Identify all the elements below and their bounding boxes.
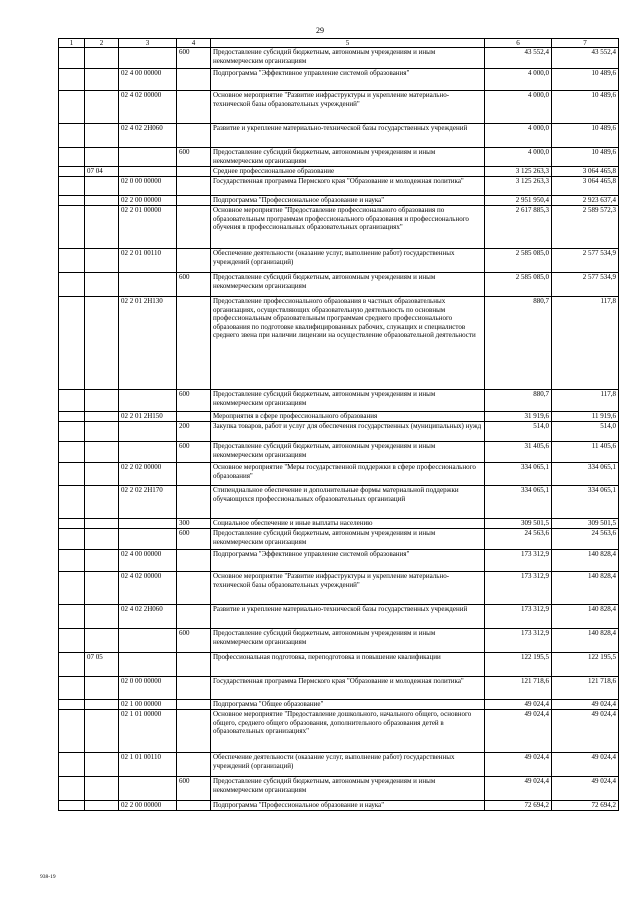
header-cell: 3 <box>119 39 177 48</box>
subsection-code-cell <box>85 753 119 777</box>
amount-year2-cell: 117,8 <box>552 390 619 412</box>
description-cell: Основное мероприятие "Развитие инфраструктуры и укрепление материально-технической базы образовательных учреждений" <box>211 572 485 605</box>
subsection-code-cell <box>85 273 119 297</box>
section-code-cell <box>59 605 85 629</box>
amount-year2-cell: 49 024,4 <box>552 710 619 753</box>
target-item-code-cell <box>119 390 177 412</box>
amount-year1-cell: 24 563,6 <box>485 529 552 550</box>
amount-year1-cell: 4 000,0 <box>485 124 552 148</box>
description-cell: Основное мероприятие "Предоставление дошкольного, начального общего, основного общего, среднего общего образования, дополнительного образования детей в образовательных организациях" <box>211 710 485 753</box>
subsection-code-cell <box>85 206 119 249</box>
amount-year1-cell: 121 718,6 <box>485 677 552 700</box>
target-item-code-cell: 02 4 02 2Н060 <box>119 605 177 629</box>
table-row <box>59 48 619 69</box>
subsection-code-cell <box>85 249 119 273</box>
section-code-cell <box>59 777 85 801</box>
expense-type-code-cell <box>177 249 211 273</box>
description-cell: Закупка товаров, работ и услуг для обеспечения государственных (муниципальных) нужд <box>211 422 485 442</box>
table-row <box>59 442 619 463</box>
table-row <box>59 677 619 700</box>
expense-type-code-cell <box>177 486 211 519</box>
header-cell: 6 <box>485 39 552 48</box>
section-code-cell <box>59 629 85 653</box>
description-cell: Подпрограмма "Эффективное управление системой образования" <box>211 69 485 91</box>
amount-year2-cell: 10 489,6 <box>552 69 619 91</box>
description-cell: Предоставление субсидий бюджетным, автономным учреждениям и иным некоммерческим организациям <box>211 390 485 412</box>
amount-year1-cell: 309 501,5 <box>485 519 552 529</box>
amount-year1-cell: 49 024,4 <box>485 710 552 753</box>
subsection-code-cell <box>85 777 119 801</box>
description-cell: Социальное обеспечение и иные выплаты населению <box>211 519 485 529</box>
section-code-cell <box>59 390 85 412</box>
target-item-code-cell: 02 2 01 00000 <box>119 206 177 249</box>
header-cell: 2 <box>85 39 119 48</box>
table-row <box>59 196 619 206</box>
target-item-code-cell: 02 0 00 00000 <box>119 677 177 700</box>
section-code-cell <box>59 653 85 677</box>
target-item-code-cell: 02 2 00 00000 <box>119 196 177 206</box>
target-item-code-cell: 02 2 01 2Н130 <box>119 297 177 390</box>
section-code-cell <box>59 249 85 273</box>
amount-year1-cell: 2 951 950,4 <box>485 196 552 206</box>
expense-type-code-cell: 600 <box>177 529 211 550</box>
table-row <box>59 422 619 442</box>
subsection-code-cell: 07 04 <box>85 167 119 177</box>
header-cell: 4 <box>177 39 211 48</box>
amount-year1-cell: 880,7 <box>485 297 552 390</box>
amount-year1-cell: 4 000,0 <box>485 148 552 167</box>
amount-year1-cell: 2 617 885,3 <box>485 206 552 249</box>
target-item-code-cell <box>119 519 177 529</box>
target-item-code-cell: 02 4 02 2Н060 <box>119 124 177 148</box>
section-code-cell <box>59 48 85 69</box>
description-cell: Предоставление субсидий бюджетным, автономным учреждениям и иным некоммерческим организациям <box>211 148 485 167</box>
description-cell: Профессиональная подготовка, переподготовка и повышение квалификации <box>211 653 485 677</box>
budget-table <box>58 38 619 811</box>
amount-year1-cell: 122 195,5 <box>485 653 552 677</box>
target-item-code-cell: 02 1 01 00110 <box>119 753 177 777</box>
section-code-cell <box>59 412 85 422</box>
section-code-cell <box>59 148 85 167</box>
subsection-code-cell <box>85 572 119 605</box>
expense-type-code-cell <box>177 463 211 486</box>
subsection-code-cell <box>85 196 119 206</box>
amount-year1-cell: 3 125 263,3 <box>485 177 552 196</box>
subsection-code-cell <box>85 710 119 753</box>
subsection-code-cell <box>85 486 119 519</box>
amount-year2-cell: 11 405,6 <box>552 442 619 463</box>
amount-year1-cell: 49 024,4 <box>485 700 552 710</box>
target-item-code-cell: 02 1 01 00000 <box>119 710 177 753</box>
section-code-cell <box>59 753 85 777</box>
expense-type-code-cell <box>177 677 211 700</box>
expense-type-code-cell <box>177 412 211 422</box>
description-cell: Основное мероприятие "Развитие инфраструктуры и укрепление материально-технической базы образовательных учреждений" <box>211 91 485 124</box>
target-item-code-cell: 02 4 02 00000 <box>119 572 177 605</box>
description-cell: Развитие и укрепление материально-технической базы государственных учреждений <box>211 124 485 148</box>
expense-type-code-cell: 600 <box>177 148 211 167</box>
amount-year2-cell: 49 024,4 <box>552 753 619 777</box>
target-item-code-cell: 02 4 00 00000 <box>119 550 177 572</box>
amount-year1-cell: 334 065,1 <box>485 463 552 486</box>
header-cell: 5 <box>211 39 485 48</box>
amount-year1-cell: 49 024,4 <box>485 753 552 777</box>
expense-type-code-cell <box>177 550 211 572</box>
amount-year1-cell: 173 312,9 <box>485 572 552 605</box>
description-cell: Предоставление субсидий бюджетным, автономным учреждениям и иным некоммерческим организациям <box>211 629 485 653</box>
subsection-code-cell <box>85 48 119 69</box>
subsection-code-cell <box>85 700 119 710</box>
expense-type-code-cell <box>177 297 211 390</box>
amount-year2-cell: 10 489,6 <box>552 124 619 148</box>
section-code-cell <box>59 463 85 486</box>
subsection-code-cell <box>85 412 119 422</box>
amount-year1-cell: 514,0 <box>485 422 552 442</box>
expense-type-code-cell <box>177 710 211 753</box>
description-cell: Стипендиальное обеспечение и дополнительные формы материальной поддержки обучающихся профессиональных образовательных организаций <box>211 486 485 519</box>
description-cell: Мероприятия в сфере профессионального образования <box>211 412 485 422</box>
subsection-code-cell <box>85 463 119 486</box>
subsection-code-cell <box>85 177 119 196</box>
expense-type-code-cell: 600 <box>177 273 211 297</box>
amount-year2-cell: 43 552,4 <box>552 48 619 69</box>
table-row <box>59 653 619 677</box>
description-cell: Подпрограмма "Профессиональное образование и наука" <box>211 801 485 811</box>
amount-year2-cell: 140 828,4 <box>552 550 619 572</box>
amount-year1-cell: 43 552,4 <box>485 48 552 69</box>
expense-type-code-cell <box>177 69 211 91</box>
table-row <box>59 91 619 124</box>
description-cell: Государственная программа Пермского края "Образование и молодежная политика" <box>211 677 485 700</box>
description-cell: Обеспечение деятельности (оказание услуг, выполнение работ) государственных учреждений (организаций) <box>211 753 485 777</box>
section-code-cell <box>59 801 85 811</box>
amount-year2-cell: 140 828,4 <box>552 605 619 629</box>
amount-year2-cell: 3 064 465,8 <box>552 167 619 177</box>
target-item-code-cell <box>119 529 177 550</box>
expense-type-code-cell <box>177 196 211 206</box>
expense-type-code-cell <box>177 206 211 249</box>
target-item-code-cell: 02 2 01 2Н150 <box>119 412 177 422</box>
target-item-code-cell: 02 2 02 2Н170 <box>119 486 177 519</box>
table-row <box>59 69 619 91</box>
subsection-code-cell <box>85 801 119 811</box>
expense-type-code-cell: 200 <box>177 422 211 442</box>
target-item-code-cell <box>119 148 177 167</box>
section-code-cell <box>59 572 85 605</box>
description-cell: Основное мероприятие "Предоставление профессионального образования по образовательным программам профессионального образования и профессионального обучения в профессиональных образовательных организациях" <box>211 206 485 249</box>
amount-year2-cell: 514,0 <box>552 422 619 442</box>
section-code-cell <box>59 177 85 196</box>
table-row <box>59 124 619 148</box>
amount-year1-cell: 2 585 085,0 <box>485 273 552 297</box>
table-row <box>59 412 619 422</box>
target-item-code-cell: 02 2 02 00000 <box>119 463 177 486</box>
header-cell: 7 <box>552 39 619 48</box>
target-item-code-cell: 02 0 00 00000 <box>119 177 177 196</box>
target-item-code-cell <box>119 167 177 177</box>
amount-year2-cell: 72 694,2 <box>552 801 619 811</box>
expense-type-code-cell: 600 <box>177 777 211 801</box>
table-row <box>59 206 619 249</box>
table-row <box>59 605 619 629</box>
expense-type-code-cell <box>177 653 211 677</box>
description-cell: Основное мероприятие "Меры государственной поддержки в сфере профессионального образования" <box>211 463 485 486</box>
description-cell: Предоставление субсидий бюджетным, автономным учреждениям и иным некоммерческим организациям <box>211 442 485 463</box>
expense-type-code-cell <box>177 572 211 605</box>
target-item-code-cell: 02 4 00 00000 <box>119 69 177 91</box>
target-item-code-cell <box>119 273 177 297</box>
expense-type-code-cell <box>177 801 211 811</box>
expense-type-code-cell: 600 <box>177 390 211 412</box>
footer-code: 938-19 <box>40 874 56 880</box>
subsection-code-cell <box>85 605 119 629</box>
subsection-code-cell <box>85 550 119 572</box>
section-code-cell <box>59 273 85 297</box>
table-row <box>59 572 619 605</box>
table-row <box>59 297 619 390</box>
section-code-cell <box>59 69 85 91</box>
amount-year2-cell: 140 828,4 <box>552 629 619 653</box>
subsection-code-cell: 07 05 <box>85 653 119 677</box>
table-row <box>59 177 619 196</box>
subsection-code-cell <box>85 519 119 529</box>
description-cell: Подпрограмма "Эффективное управление системой образования" <box>211 550 485 572</box>
section-code-cell <box>59 91 85 124</box>
subsection-code-cell <box>85 677 119 700</box>
target-item-code-cell: 02 1 00 00000 <box>119 700 177 710</box>
description-cell: Предоставление субсидий бюджетным, автономным учреждениям и иным некоммерческим организациям <box>211 529 485 550</box>
amount-year2-cell: 2 577 534,9 <box>552 273 619 297</box>
table-row <box>59 167 619 177</box>
subsection-code-cell <box>85 91 119 124</box>
table-row <box>59 390 619 412</box>
subsection-code-cell <box>85 529 119 550</box>
expense-type-code-cell: 300 <box>177 519 211 529</box>
expense-type-code-cell <box>177 177 211 196</box>
amount-year2-cell: 10 489,6 <box>552 148 619 167</box>
target-item-code-cell: 02 2 01 00110 <box>119 249 177 273</box>
table-row <box>59 519 619 529</box>
amount-year2-cell: 122 195,5 <box>552 653 619 677</box>
expense-type-code-cell <box>177 124 211 148</box>
table-row <box>59 486 619 519</box>
target-item-code-cell <box>119 422 177 442</box>
section-code-cell <box>59 196 85 206</box>
table-row <box>59 801 619 811</box>
amount-year1-cell: 31 405,6 <box>485 442 552 463</box>
section-code-cell <box>59 677 85 700</box>
table-row <box>59 529 619 550</box>
expense-type-code-cell <box>177 167 211 177</box>
amount-year2-cell: 140 828,4 <box>552 572 619 605</box>
description-cell: Предоставление субсидий бюджетным, автономным учреждениям и иным некоммерческим организациям <box>211 48 485 69</box>
amount-year2-cell: 3 064 465,8 <box>552 177 619 196</box>
section-code-cell <box>59 167 85 177</box>
section-code-cell <box>59 206 85 249</box>
expense-type-code-cell: 600 <box>177 442 211 463</box>
table-row <box>59 463 619 486</box>
subsection-code-cell <box>85 390 119 412</box>
amount-year1-cell: 4 000,0 <box>485 69 552 91</box>
description-cell: Развитие и укрепление материально-технической базы государственных учреждений <box>211 605 485 629</box>
description-cell: Обеспечение деятельности (оказание услуг, выполнение работ) государственных учреждений (организаций) <box>211 249 485 273</box>
subsection-code-cell <box>85 69 119 91</box>
amount-year2-cell: 2 923 637,4 <box>552 196 619 206</box>
expense-type-code-cell <box>177 605 211 629</box>
target-item-code-cell <box>119 442 177 463</box>
target-item-code-cell <box>119 777 177 801</box>
target-item-code-cell <box>119 653 177 677</box>
amount-year2-cell: 11 919,6 <box>552 412 619 422</box>
expense-type-code-cell <box>177 700 211 710</box>
amount-year2-cell: 10 489,6 <box>552 91 619 124</box>
amount-year1-cell: 880,7 <box>485 390 552 412</box>
amount-year2-cell: 24 563,6 <box>552 529 619 550</box>
table-row <box>59 249 619 273</box>
amount-year1-cell: 4 000,0 <box>485 91 552 124</box>
amount-year1-cell: 334 065,1 <box>485 486 552 519</box>
section-code-cell <box>59 529 85 550</box>
section-code-cell <box>59 710 85 753</box>
description-cell: Подпрограмма "Профессиональное образование и наука" <box>211 196 485 206</box>
section-code-cell <box>59 442 85 463</box>
expense-type-code-cell: 600 <box>177 48 211 69</box>
description-cell: Предоставление профессионального образования в частных образовательных организациях, осуществляющих образовательную деятельность по основным профессиональным образовательным программам среднего профессионального образования по подготовке квалифицированных рабочих, служащих и специалистов среднего звена при наличии лицензии на осуществление образовательной деятельности <box>211 297 485 390</box>
table-row <box>59 629 619 653</box>
subsection-code-cell <box>85 124 119 148</box>
table-row <box>59 710 619 753</box>
expense-type-code-cell <box>177 753 211 777</box>
table-row <box>59 700 619 710</box>
amount-year2-cell: 334 065,1 <box>552 463 619 486</box>
amount-year2-cell: 121 718,6 <box>552 677 619 700</box>
section-code-cell <box>59 700 85 710</box>
page-number: 29 <box>316 26 324 35</box>
amount-year1-cell: 49 024,4 <box>485 777 552 801</box>
table-row <box>59 753 619 777</box>
amount-year1-cell: 72 694,2 <box>485 801 552 811</box>
amount-year2-cell: 117,8 <box>552 297 619 390</box>
subsection-code-cell <box>85 297 119 390</box>
table-header-row <box>59 39 619 48</box>
amount-year2-cell: 309 501,5 <box>552 519 619 529</box>
section-code-cell <box>59 422 85 442</box>
table-row <box>59 777 619 801</box>
subsection-code-cell <box>85 629 119 653</box>
expense-type-code-cell: 600 <box>177 629 211 653</box>
amount-year2-cell: 334 065,1 <box>552 486 619 519</box>
section-code-cell <box>59 486 85 519</box>
amount-year1-cell: 173 312,9 <box>485 550 552 572</box>
amount-year2-cell: 2 577 534,9 <box>552 249 619 273</box>
target-item-code-cell: 02 4 02 00000 <box>119 91 177 124</box>
description-cell: Предоставление субсидий бюджетным, автономным учреждениям и иным некоммерческим организациям <box>211 273 485 297</box>
table-row <box>59 550 619 572</box>
amount-year2-cell: 49 024,4 <box>552 700 619 710</box>
amount-year1-cell: 173 312,9 <box>485 629 552 653</box>
description-cell: Предоставление субсидий бюджетным, автономным учреждениям и иным некоммерческим организациям <box>211 777 485 801</box>
subsection-code-cell <box>85 148 119 167</box>
amount-year1-cell: 31 919,6 <box>485 412 552 422</box>
subsection-code-cell <box>85 442 119 463</box>
amount-year2-cell: 49 024,4 <box>552 777 619 801</box>
description-cell: Подпрограмма "Общее образование" <box>211 700 485 710</box>
header-cell: 1 <box>59 39 85 48</box>
table-row <box>59 273 619 297</box>
subsection-code-cell <box>85 422 119 442</box>
expense-type-code-cell <box>177 91 211 124</box>
amount-year2-cell: 2 589 572,3 <box>552 206 619 249</box>
section-code-cell <box>59 297 85 390</box>
description-cell: Государственная программа Пермского края "Образование и молодежная политика" <box>211 177 485 196</box>
amount-year1-cell: 173 312,9 <box>485 605 552 629</box>
amount-year1-cell: 3 125 263,3 <box>485 167 552 177</box>
table-row <box>59 148 619 167</box>
section-code-cell <box>59 519 85 529</box>
target-item-code-cell: 02 2 00 00000 <box>119 801 177 811</box>
amount-year1-cell: 2 585 085,0 <box>485 249 552 273</box>
target-item-code-cell <box>119 629 177 653</box>
section-code-cell <box>59 550 85 572</box>
section-code-cell <box>59 124 85 148</box>
description-cell: Среднее профессиональное образование <box>211 167 485 177</box>
target-item-code-cell <box>119 48 177 69</box>
